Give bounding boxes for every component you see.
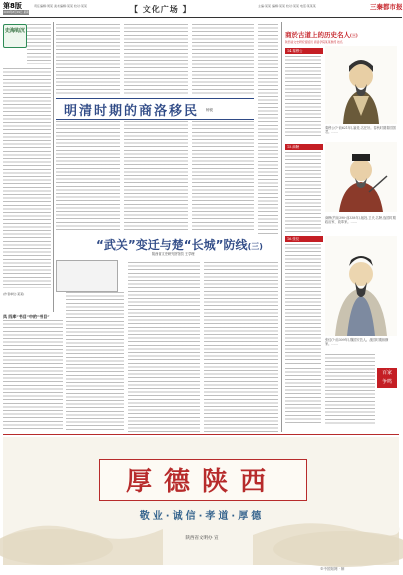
right-meta: 主编:某某 编辑:某某 校对:某某 电话:某某某 — [258, 4, 316, 8]
sidebar-section-heading: 14.秦穆公 — [285, 48, 323, 54]
banner-decoration — [3, 437, 399, 565]
sidebar-text — [285, 244, 321, 364]
middle-body-text — [124, 24, 188, 96]
stamp-line-2: 争鸣 — [381, 379, 392, 385]
sidebar — [283, 22, 400, 432]
page-number: 第8版 — [3, 2, 22, 10]
feature-byline: 杨锐 — [206, 108, 213, 112]
column-divider — [53, 22, 54, 312]
sidebar-caption: 秦穆公(?-前621年),嬴姓,名任好。春秋时期秦国国君。…… — [325, 126, 396, 135]
portrait-2 — [325, 142, 397, 212]
sidebar-text — [285, 56, 321, 136]
sidebar-subtitle: 陕西省文史研究馆馆员 商洛学院某某教授 姓名 — [285, 40, 343, 44]
banner-main-text: 厚德陕西 — [125, 467, 278, 497]
middle-body-text — [124, 121, 188, 231]
sidebar-title — [285, 30, 358, 39]
lower-body-text — [128, 262, 200, 432]
left-caption: (作者单位:某某) — [3, 292, 25, 296]
lower-headline-text: “武关”变迁与楚“长城”防线 — [96, 238, 248, 252]
banner-rule — [3, 434, 399, 435]
middle-body-text — [56, 121, 120, 231]
middle-body-text — [258, 24, 278, 234]
sidebar-section-heading: 16.张仪 — [285, 236, 323, 242]
sidebar-text — [285, 368, 321, 424]
feature-headline: 明清时期的商洛移民 — [64, 104, 200, 119]
feature-headline-band — [56, 98, 254, 120]
left-body-text — [27, 24, 51, 64]
sidebar-caption: 张仪(?-前309年),魏国安邑人。战国时期纵横家。…… — [325, 338, 389, 347]
left-lower-text — [3, 320, 63, 430]
portrait-1 — [325, 46, 397, 124]
portrait-figure-icon — [325, 236, 397, 336]
stamp-badge — [377, 368, 397, 388]
banner-footer-text: 陕西省文明办 宣 — [185, 536, 219, 541]
portrait-3 — [325, 236, 397, 336]
lower-byline: 陕西省文史研究馆馆员 王学理 — [152, 252, 195, 256]
sidebar-text — [325, 354, 375, 424]
sidebar-title-text: 商於古道上的历史名人 — [285, 31, 350, 39]
lower-body-text — [204, 262, 278, 432]
masthead — [0, 0, 402, 20]
column-logo-text: 史海钩沉 — [4, 28, 25, 34]
portrait-figure-icon — [325, 46, 397, 124]
left-body-text — [3, 68, 51, 288]
lower-body-text — [66, 292, 124, 432]
middle-body-text — [192, 24, 254, 96]
page-date: 2016年8月29日 星期一 — [3, 11, 29, 19]
left-subhead: 凤 四库“书目”中的“书目” — [3, 314, 50, 319]
banner — [3, 437, 399, 565]
middle-body-text — [192, 121, 254, 231]
middle-body-text — [56, 24, 120, 96]
lower-feature-band — [56, 236, 278, 258]
section-title: 【 文化广场 】 — [130, 5, 192, 14]
footer-credit: ©中国知网 · 制 — [320, 567, 345, 571]
sidebar-title-suffix: (三) — [350, 33, 358, 38]
paper-logo: 三秦都市报 — [370, 3, 403, 11]
sidebar-section-heading: 15.商鞅 — [285, 144, 323, 150]
left-column — [3, 22, 51, 312]
column-logo — [3, 24, 27, 48]
editor-info: 责任编辑:周某 美术编辑:某某 校对:某某 — [34, 4, 87, 8]
lower-headline-part: (三) — [247, 242, 263, 251]
photo-placeholder — [56, 260, 118, 292]
sidebar-caption: 商鞅(约前390-前338年),姬姓,卫氏,名鞅,战国时期政治家、改革家。…… — [325, 216, 396, 225]
portrait-figure-icon — [325, 142, 397, 212]
stamp-line-1: 百家 — [381, 370, 392, 376]
sidebar-divider — [281, 22, 282, 432]
sidebar-text — [285, 152, 321, 232]
banner-sub-text: 敬业·诚信·孝道·厚德 — [139, 511, 265, 522]
masthead-rule — [0, 17, 402, 18]
